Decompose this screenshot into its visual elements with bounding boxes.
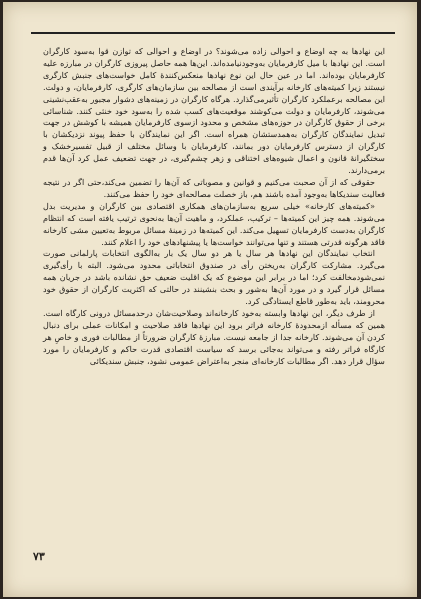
book-page: [3, 2, 417, 597]
page-number: ۷۳: [33, 550, 45, 563]
top-rule: [31, 32, 395, 34]
paragraph-4: انتخاب نمایندگان این نهادها هر سال یا هر دو سال یک بار به‌الگوی انتخابات پارلمانی صورت می‌گیرد. مشارکت کارگران به‌ریختن رأی در صندوق انتخاباتی محدود می‌شود. البته با رأی‌گیری نمی‌شودمخالفت کرد؛ اما در برابر این موضوع که یک اقلیت ضعیف حق نشانده باشد در جریان همه مسائل قرار گیرد و در مورد آن‌ها به‌شور و بحث بنشینند در حالتی که اکثریت کارگران از حقوق خود محرومند، باید به‌طور قاطع ایستادگی کرد.: [43, 248, 385, 307]
paragraph-5: از طرف دیگر، این نهادها وابسته به‌خود کارخانه‌اند وصلاحیت‌شان درحدمسائل درونی کارگاه است. همین که مسأله ازمحدودهٔ کارخانه فراتر برود این نهادها فاقد صلاحیت و امکانات عملی برای دنبال کردن آن می‌شوند. کارخانه جدا از جامعه نیست. مبارزهٔ کارگران ضرورتاً از مطالبات فوری و خاصِ هر کارگاه فراتر رفته و می‌تواند به‌جائی برسد که سیاست اقتصادی قدرت حاکم و کارفرمایان را مورد سؤال قرار دهد. اگر مطالبات کارخانه‌ای منجر به‌اعتراض عمومی نشود، جنبش سندیکائی: [43, 307, 385, 366]
page-body: [43, 46, 385, 367]
paragraph-1: این نهادها به چه اوضاع و احوالی زاده می‌شوند؟ در اوضاع و احوالی که توازن قوا به‌سود کارگران است. این نهادها با میل کارفرمایان به‌وجودنیامده‌اند. این‌ها همه حاصل پیروزی کارگران در مبارزه علیه کارفرمایان بوده‌اند. اما در عین حال این نوع نهادها منعکس‌کنندهٔ کامل خواست‌های جنبش کارگری نیستند زیرا کمیته‌های کارخانه برآیندی است از مصالحه بین سازمان‌های کارگری، کارفرمایان، و دولت. این مصالحه برعملکرد کارگران تأثیرمی‌گذارد. هرگاه کارگران در زمینه‌های دشوار مجبور به‌عقب‌نشینی می‌شوند، کارفرمایان و دولت می‌کوشند موقعیت‌های کسب شده را به‌سود خود خنثی کنند. شناسائی برخی از حقوق کارگران در حوزه‌های مشخص و محدود ازسوی کارفرمایان همیشه با کوشش در جهت تبدیل نمایندگان کارگران به‌همدستشان همراه است. اگر این نمایندگان با حفظ پیوند نزدیکشان با کارگران از دسترس کارفرمایان دور بمانند، کارفرمایان با وسائل مختلف از قبیل تفسیرخشک و سختگیرانهٔ قانون و اعمال شیوه‌های اختناقی و زهر چشم‌گیری، در جهت تضعیف عمل کرد آن‌ها قدم برمی‌دارند.: [43, 46, 385, 176]
paragraph-2: حقوقی که از آن صحبت می‌کنیم و قوانین و مصوباتی که آن‌ها را تضمین می‌کند،حتی اگر در نتیجه فعالیت سندیکاها به‌وجود آمده باشند هم، باز خصلت مصالحه‌ای خود را حفظ می‌کنند.: [43, 176, 385, 199]
paragraph-3: «کمیته‌های کارخانه» خیلی سریع به‌سازمان‌های همکاری اقتصادی بین کارگران و مدیریت بدل می‌شوند. همه چیز این کمیته‌ها – ترکیب، عملکرد، و ماهیت آن‌ها به‌نحوی ترتیب یافته است که انتظام کارگران به‌دست کارفرمایان تسهیل می‌کند. این کمیته‌ها در زمینهٔ مسائل مربوط به‌تعیین مشی کارخانه فاقد هرگونه قدرتی هستند و تنها می‌توانند خواست‌ها یا پیشنهادهای خود را اعلام کنند.: [43, 200, 385, 247]
